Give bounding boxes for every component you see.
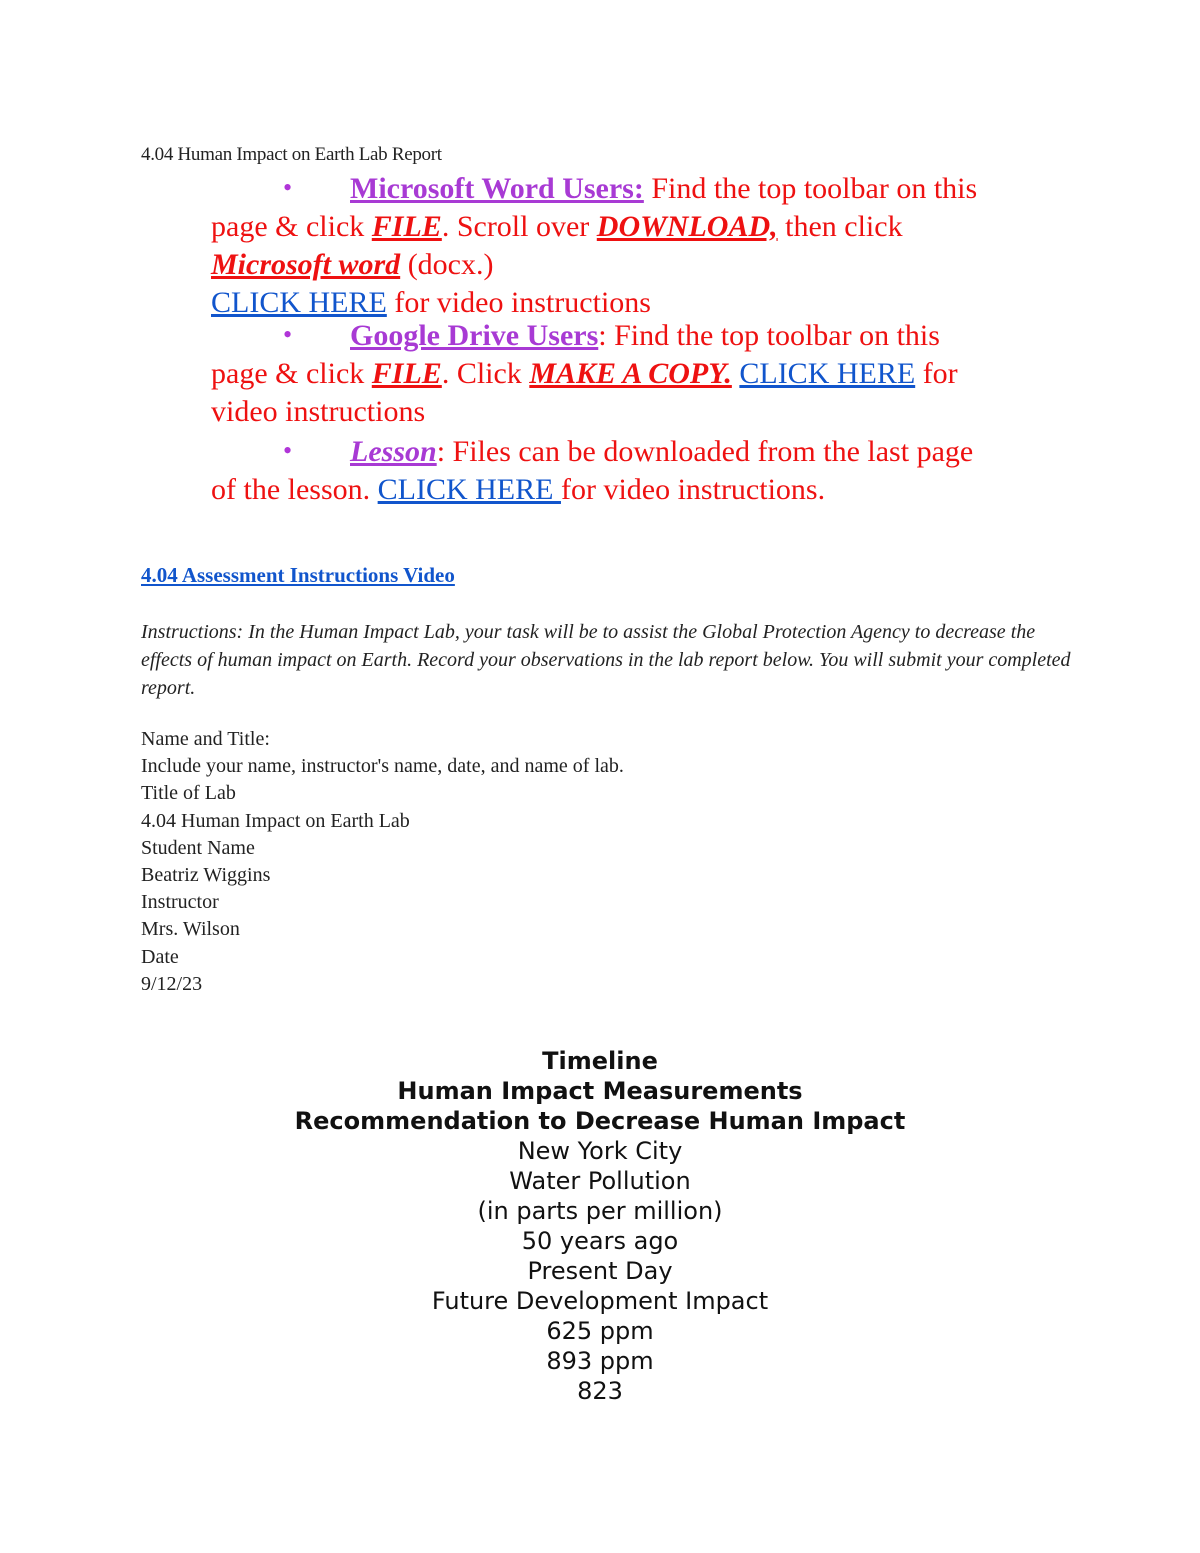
lesson-link[interactable]: Lesson (350, 435, 437, 468)
make-a-copy-keyword: MAKE A COPY. (529, 357, 732, 390)
file-keyword: FILE (371, 357, 442, 390)
table-heading: Recommendation to Decrease Human Impact (294, 1107, 906, 1135)
info-line: Name and Title: (141, 728, 270, 750)
table-cell: Water Pollution (509, 1167, 691, 1195)
info-line: 4.04 Human Impact on Earth Lab (141, 809, 410, 832)
bullet-icon: • (283, 436, 293, 465)
info-line: Student Name (141, 836, 255, 859)
word-video-link[interactable]: CLICK HERE (211, 286, 387, 319)
table-cell: 50 years ago (521, 1227, 679, 1255)
lab-instructions: Instructions: In the Human Impact Lab, your task will be to assist the Global Protection Agency to decrease the effects of human impact on Earth. Record your observations in the lab report below. You will submit your completed report. (141, 621, 1071, 699)
info-line: Mrs. Wilson (141, 918, 240, 941)
table-cell: Future Development Impact (431, 1287, 769, 1315)
google-drive-users-link[interactable]: Google Drive Users (350, 319, 599, 352)
bullet-icon: • (283, 320, 293, 349)
table-cell: New York City (517, 1137, 683, 1165)
download-keyword: DOWNLOAD, (596, 210, 778, 243)
table-cell: 823 (577, 1377, 623, 1405)
file-keyword: FILE (371, 210, 442, 243)
info-line: 9/12/23 (141, 972, 203, 995)
bullet-icon: • (283, 173, 293, 202)
info-line: Beatriz Wiggins (141, 864, 271, 887)
word-instructions: • Microsoft Word Users: Find the top toolbar on this page & click FILE. Scroll over DOWNLOAD, then click Microsoft word (docx.) CLICK HERE for video instructions (211, 170, 1071, 322)
student-info (141, 726, 624, 998)
microsoft-word-users-link[interactable]: Microsoft Word Users: (350, 172, 644, 205)
info-line: Title of Lab (141, 782, 236, 805)
google-instructions: • Google Drive Users: Find the top toolbar on this page & click FILE. Click MAKE A COPY. CLICK HERE for video instructions (211, 317, 1071, 431)
assessment-instructions-video-link[interactable]: 4.04 Assessment Instructions Video (141, 563, 455, 587)
info-line: Instructor (141, 891, 219, 914)
table-cell: Present Day (527, 1257, 673, 1285)
document-title: 4.04 Human Impact on Earth Lab Report (141, 144, 442, 165)
table-cell: (in parts per million) (477, 1197, 723, 1225)
info-line: Date (141, 945, 179, 968)
google-video-link[interactable]: CLICK HERE (739, 357, 916, 390)
table-cell: 625 ppm (546, 1317, 654, 1345)
table-cell: 893 ppm (546, 1347, 654, 1375)
info-line: Include your name, instructor's name, date, and name of lab. (141, 755, 624, 778)
table-heading: Human Impact Measurements (397, 1077, 803, 1105)
measurements-table (0, 1046, 1200, 1406)
table-heading: Timeline (542, 1047, 658, 1075)
microsoft-word-keyword: Microsoft word (211, 248, 401, 281)
lesson-video-link[interactable]: CLICK HERE (377, 473, 561, 506)
lesson-instructions: • Lesson: Files can be downloaded from the last page of the lesson. CLICK HERE for video instructions. (211, 433, 1071, 509)
